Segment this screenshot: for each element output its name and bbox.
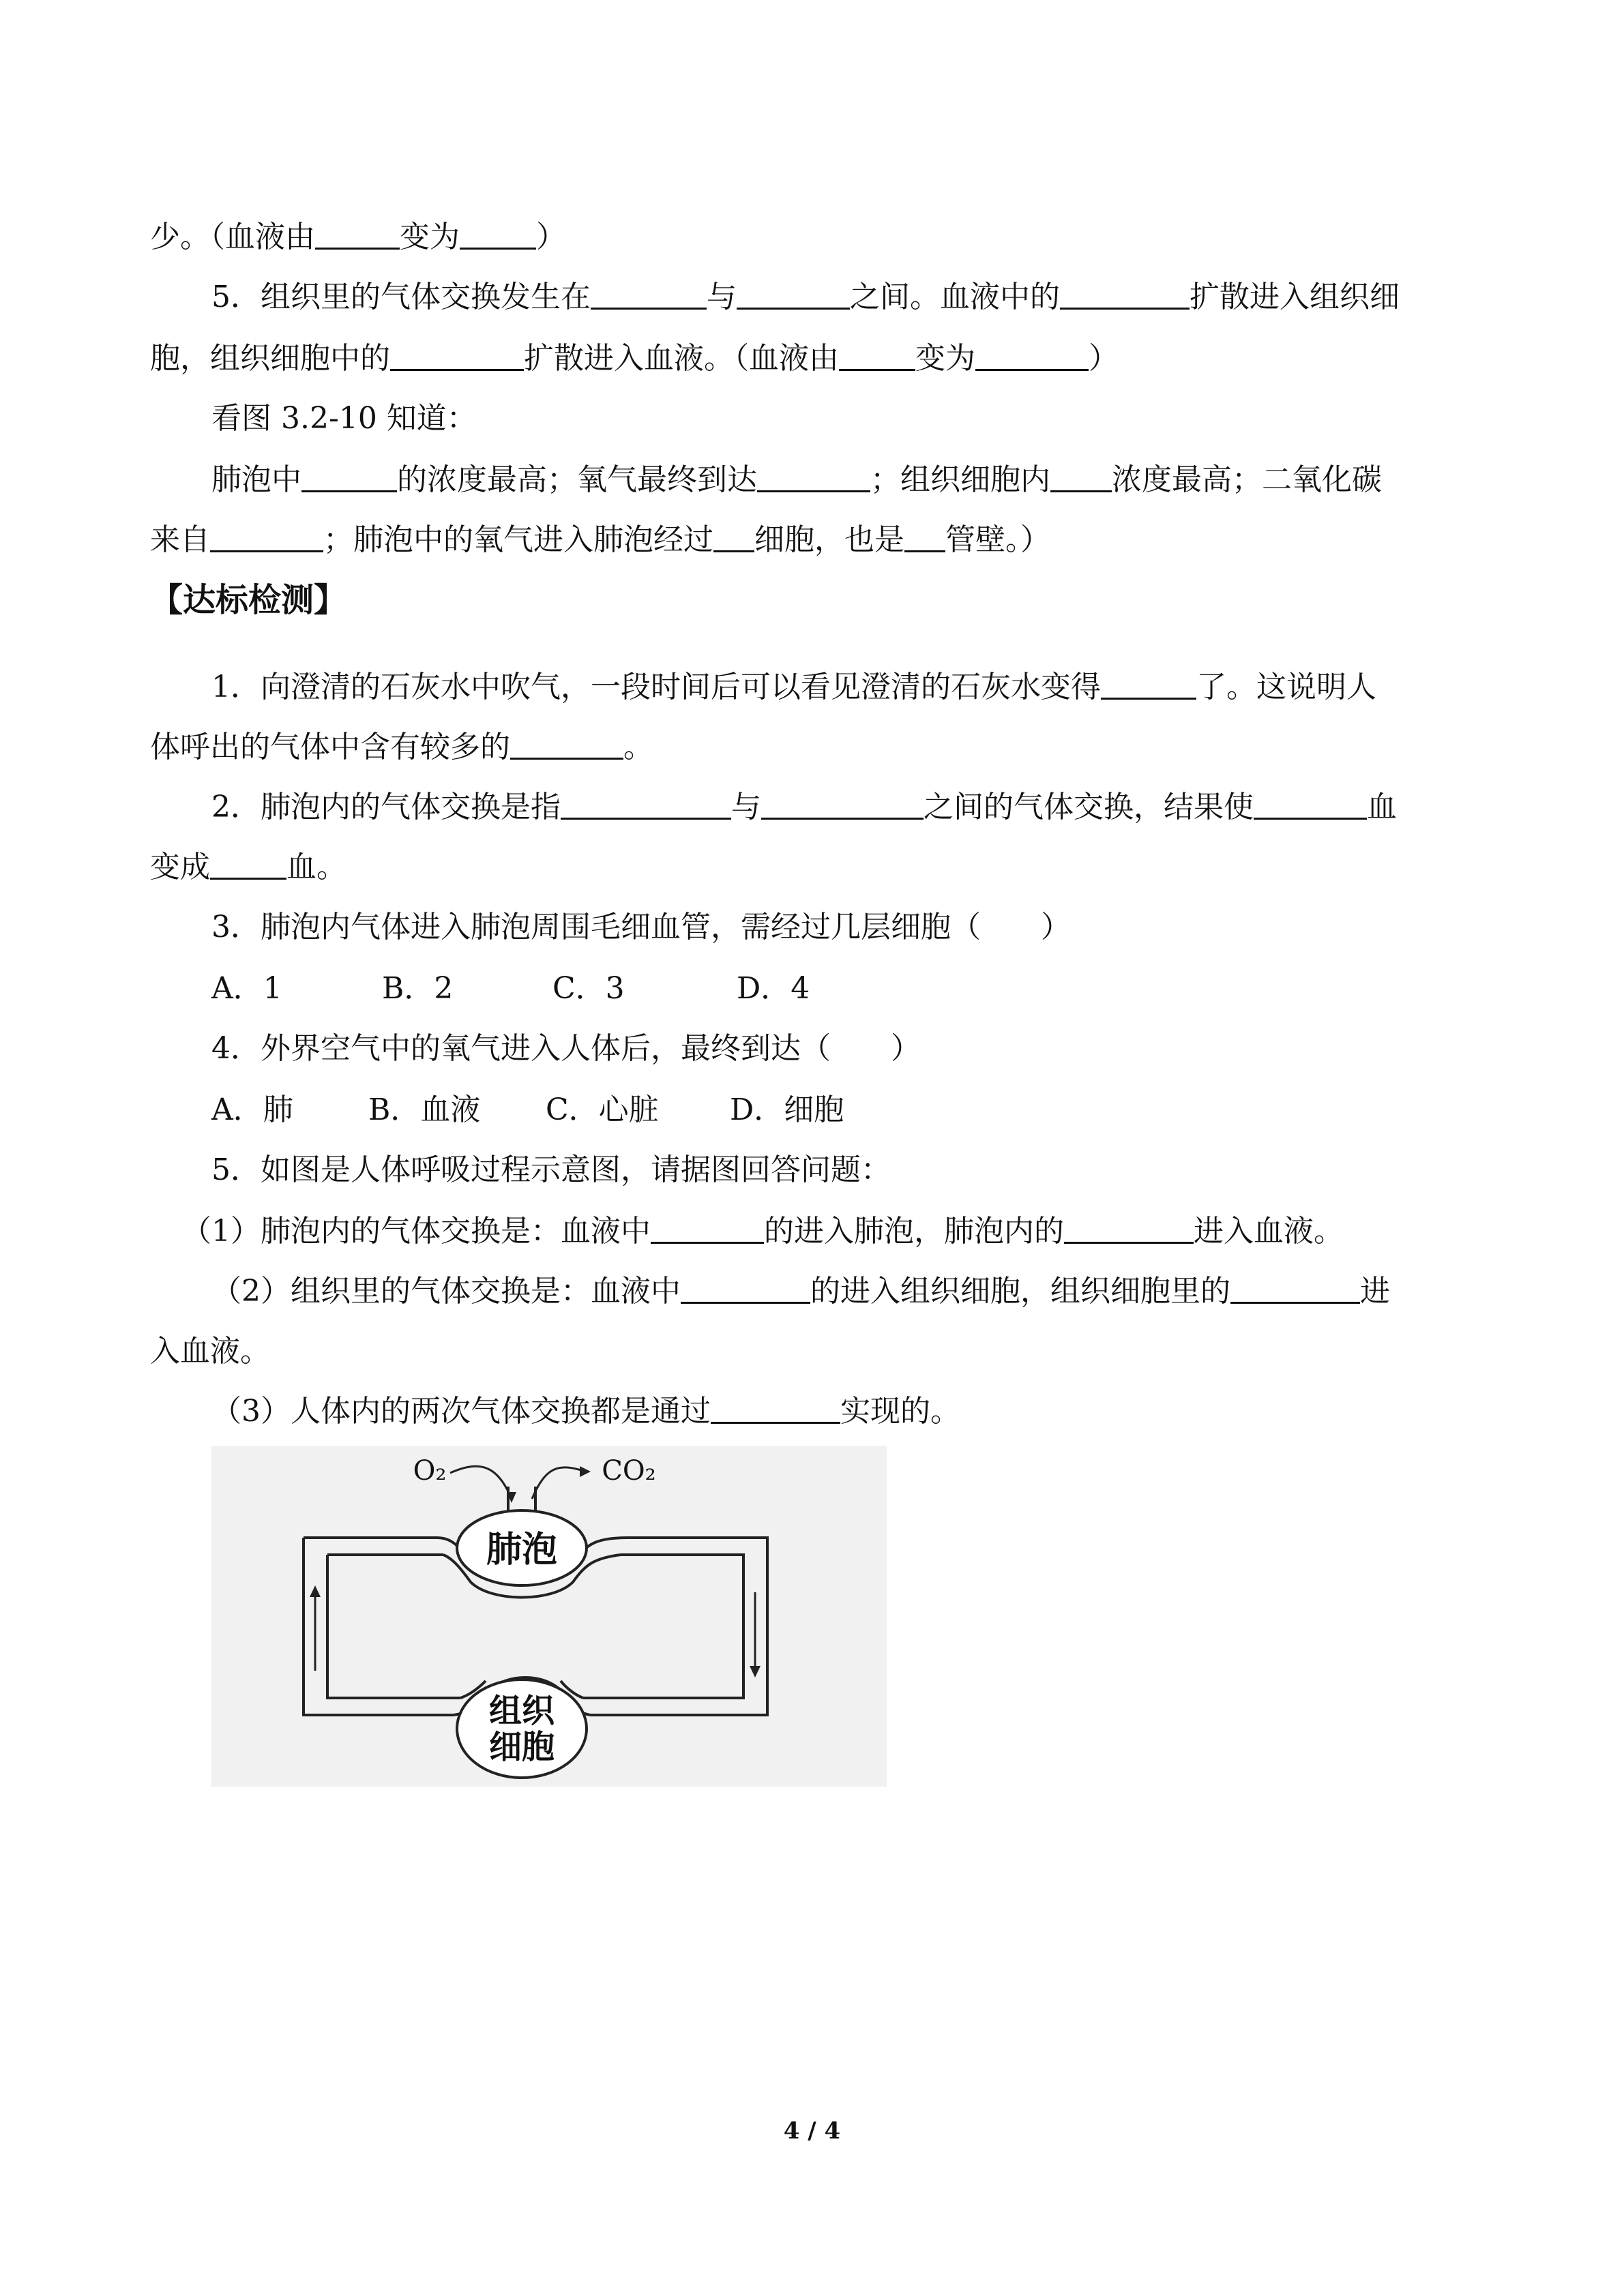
text: 胞，组织细胞中的 <box>150 341 390 376</box>
fill-blank[interactable] <box>1060 278 1190 310</box>
text: 1．向澄清的石灰水中吹气，一段时间后可以看见澄清的石灰水变得 <box>211 670 1101 704</box>
fill-blank[interactable] <box>651 1212 764 1244</box>
text: 变成 <box>150 850 210 884</box>
section-heading: 【达标检测】 <box>150 581 347 619</box>
fill-blank[interactable] <box>904 520 945 552</box>
text-line <box>0 338 1624 379</box>
text: 2．肺泡内的气体交换是指 <box>211 790 561 824</box>
fill-blank[interactable] <box>301 460 397 492</box>
text: 扩散进入组织细 <box>1190 280 1400 314</box>
fill-blank[interactable] <box>1101 668 1196 700</box>
co2-arrow-icon <box>532 1467 585 1499</box>
text: 与 <box>707 280 737 314</box>
question-5: 5．如图是人体呼吸过程示意图，请据图回答问题： <box>211 1152 891 1187</box>
fill-blank[interactable] <box>737 278 850 310</box>
fill-blank[interactable] <box>1254 788 1367 820</box>
text: 实现的。 <box>840 1394 960 1429</box>
fill-blank[interactable] <box>315 218 400 250</box>
text: 之间。血液中的 <box>850 280 1060 314</box>
option-b[interactable]: B．血液 <box>368 1092 481 1127</box>
text: 的浓度最高；氧气最终到达 <box>397 462 757 497</box>
text: ；肺泡中的氧气进入肺泡经过 <box>323 522 713 557</box>
tissue-label-1: 组织 <box>488 1692 555 1730</box>
text: 进入血液。 <box>1194 1214 1344 1249</box>
fill-blank[interactable] <box>210 848 286 880</box>
fill-blank[interactable] <box>757 460 870 492</box>
text: 。 <box>623 730 653 764</box>
text-line <box>0 398 1624 439</box>
fill-blank[interactable] <box>390 339 524 371</box>
text: 肺泡中 <box>211 462 301 497</box>
option-b[interactable]: B．2 <box>382 971 454 1006</box>
question-1 <box>0 667 1624 708</box>
text: 浓度最高；二氧化碳 <box>1112 462 1382 497</box>
text: 了。这说明人 <box>1196 670 1376 704</box>
text: ；组织细胞内 <box>870 462 1050 497</box>
fill-blank[interactable] <box>210 520 323 552</box>
option-c[interactable]: C．心脏 <box>546 1092 659 1127</box>
text: ） <box>536 220 566 254</box>
text: 5．组织里的气体交换发生在 <box>211 280 591 314</box>
question-3: 3．肺泡内气体进入肺泡周围毛细血管，需经过几层细胞（ ） <box>211 910 1071 944</box>
text: 变为 <box>915 341 975 376</box>
fill-blank[interactable] <box>761 788 924 820</box>
text: 之间的气体交换，结果使 <box>924 790 1254 824</box>
text: 管壁。） <box>945 522 1050 557</box>
text-line <box>0 217 1624 258</box>
fill-blank[interactable] <box>975 339 1089 371</box>
text: （2）组织里的气体交换是：血液中 <box>211 1274 681 1309</box>
question-4-options <box>0 1090 1624 1131</box>
question-4: 4．外界空气中的氧气进入人体后，最终到达（ ） <box>211 1031 921 1066</box>
option-a[interactable]: A．肺 <box>211 1092 293 1127</box>
respiration-diagram-svg <box>211 1446 887 1787</box>
fill-blank[interactable] <box>1230 1272 1360 1304</box>
text-line <box>0 277 1624 318</box>
fill-blank[interactable] <box>510 728 623 760</box>
text: 的进入肺泡，肺泡内的 <box>764 1214 1064 1249</box>
question-5-part-3 <box>0 1391 1624 1432</box>
question-2 <box>0 787 1624 828</box>
fill-blank[interactable] <box>591 278 707 310</box>
o2-arrow-icon <box>450 1466 512 1499</box>
text: 扩散进入血液。（血液由 <box>524 341 839 376</box>
text: （1）肺泡内的气体交换是：血液中 <box>181 1214 651 1249</box>
respiration-diagram <box>211 1446 887 1787</box>
question-3-options <box>0 968 1624 1009</box>
text: 体呼出的气体中含有较多的 <box>150 730 510 764</box>
o2-label: O₂ <box>413 1455 447 1487</box>
text: 的进入组织细胞，组织细胞里的 <box>810 1274 1230 1309</box>
co2-label: CO₂ <box>602 1455 656 1487</box>
fill-blank[interactable] <box>1050 460 1112 492</box>
page-number: 4 / 4 <box>783 2117 841 2145</box>
question-5-part-2 <box>0 1271 1624 1312</box>
option-c[interactable]: C．3 <box>552 971 625 1006</box>
text: 血 <box>1367 790 1397 824</box>
question-2-cont <box>0 847 1624 888</box>
tissue-label-2: 细胞 <box>488 1728 555 1766</box>
vessel-right <box>590 1538 767 1715</box>
option-a[interactable]: A．1 <box>211 971 282 1006</box>
text: 来自 <box>150 522 210 557</box>
fill-blank[interactable] <box>713 520 754 552</box>
text: 进 <box>1360 1274 1390 1309</box>
text: （3）人体内的两次气体交换都是通过 <box>211 1394 711 1429</box>
text-line <box>0 460 1624 501</box>
fill-blank[interactable] <box>711 1392 840 1424</box>
alveolus-label: 肺泡 <box>486 1530 558 1570</box>
text: 少。（血液由 <box>150 220 315 254</box>
option-d[interactable]: D．细胞 <box>730 1092 844 1127</box>
fill-blank[interactable] <box>839 339 915 371</box>
fill-blank[interactable] <box>561 788 731 820</box>
fill-blank[interactable] <box>460 218 536 250</box>
text: 入血液。 <box>150 1334 270 1369</box>
text: 血。 <box>286 850 346 884</box>
question-5-part-2-cont <box>0 1331 1624 1372</box>
fill-blank[interactable] <box>1064 1212 1194 1244</box>
text: 看图 3.2-10 知道： <box>211 401 477 436</box>
question-5-part-1 <box>0 1211 1624 1252</box>
option-d[interactable]: D．4 <box>737 971 810 1006</box>
text: 与 <box>731 790 761 824</box>
text: 变为 <box>400 220 460 254</box>
text-line <box>0 520 1624 561</box>
question-1-cont <box>0 727 1624 768</box>
text: ） <box>1089 341 1119 376</box>
text: 细胞，也是 <box>754 522 904 557</box>
fill-blank[interactable] <box>681 1272 810 1304</box>
